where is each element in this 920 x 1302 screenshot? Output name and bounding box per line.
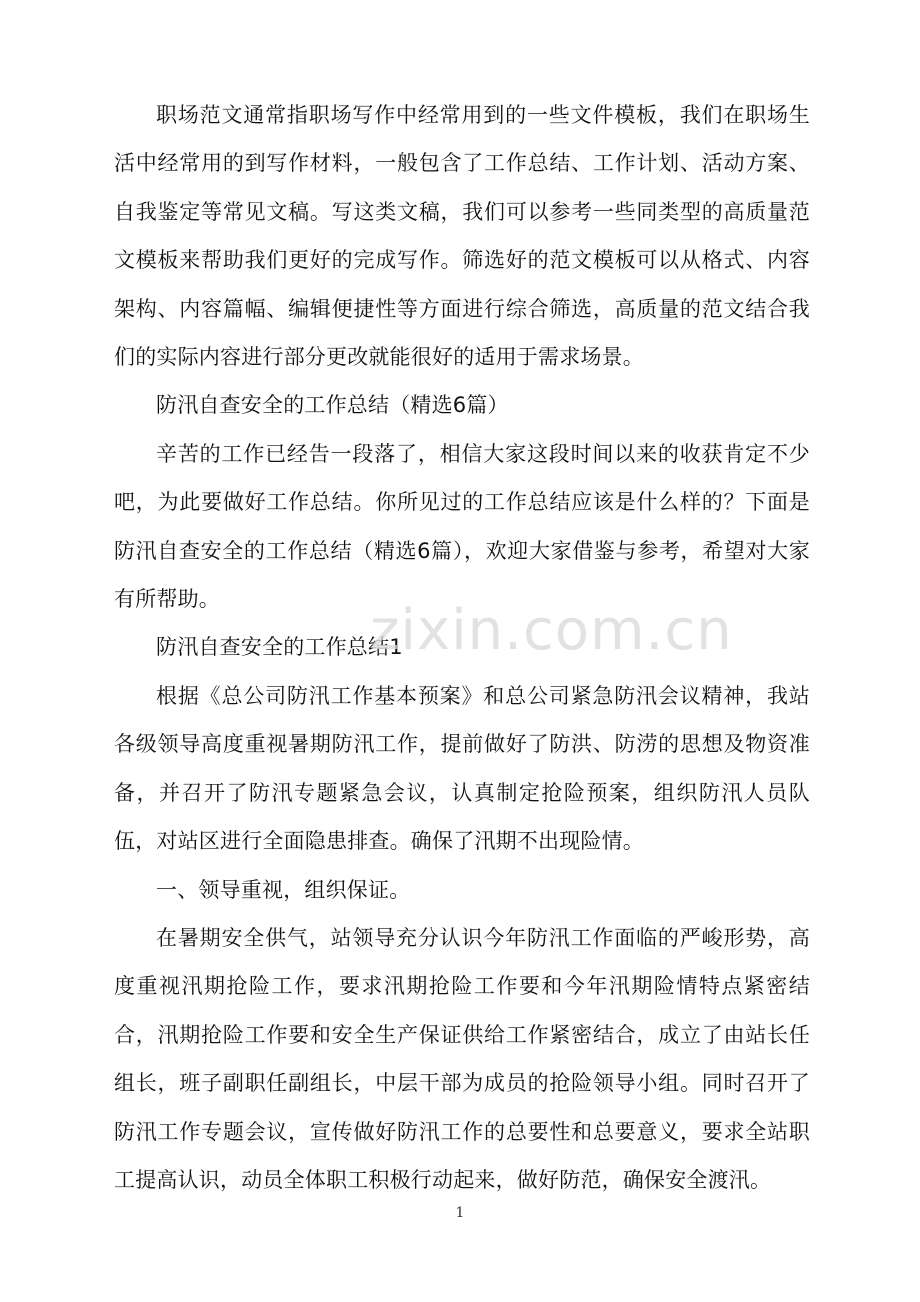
intro-paragraph: 职场范文通常指职场写作中经常用到的一些文件模板，我们在职场生活中经常用的到写作材料，一般包含了工作总结、工作计划、活动方案、自我鉴定等常见文稿。写这类文稿，我们可以参考一些同类型的高质量范文模板来帮助我们更好的完成写作。筛选好的范文模板可以从格式、内容架构、内容篇幅、编辑便捷性等方面进行综合筛选，高质量的范文结合我们的实际内容进行部分更改就能很好的适用于需求场景。 xyxy=(114,103,810,370)
subsection-heading: 一、领导重视，组织保证。 xyxy=(156,877,411,902)
page-number: 1 xyxy=(455,1205,465,1221)
section-heading: 防汛自查安全的工作总结1 xyxy=(156,635,403,660)
watermark: zixin.com.cn xyxy=(370,598,733,663)
document-title: 防汛自查安全的工作总结（精选6篇） xyxy=(156,393,509,418)
body-paragraph: 在暑期安全供气，站领导充分认识今年防汛工作面临的严峻形势，高度重视汛期抢险工作，要求汛期抢险工作要和今年汛期险情特点紧密结合，汛期抢险工作要和安全生产保证供给工作紧密结合，成立了由站长任组长，班子副职任副组长，中层干部为成员的抢险领导小组。同时召开了防汛工作专题会议，宣传做好防汛工作的总要性和总要意义，要求全站职工提高认识，动员全体职工积极行动起来，做好防范，确保安全渡汛。 xyxy=(114,925,810,1192)
preface-paragraph: 辛苦的工作已经告一段落了，相信大家这段时间以来的收获肯定不少吧，为此要做好工作总结。你所见过的工作总结应该是什么样的？下面是防汛自查安全的工作总结（精选6篇），欢迎大家借鉴与参考，希望对大家有所帮助。 xyxy=(114,441,810,612)
body-paragraph: 根据《总公司防汛工作基本预案》和总公司紧急防汛会议精神，我站各级领导高度重视暑期防汛工作，提前做好了防洪、防涝的思想及物资准备，并召开了防汛专题紧急会议，认真制定抢险预案，组织防汛人员队伍，对站区进行全面隐患排查。确保了汛期不出现险情。 xyxy=(114,683,810,854)
